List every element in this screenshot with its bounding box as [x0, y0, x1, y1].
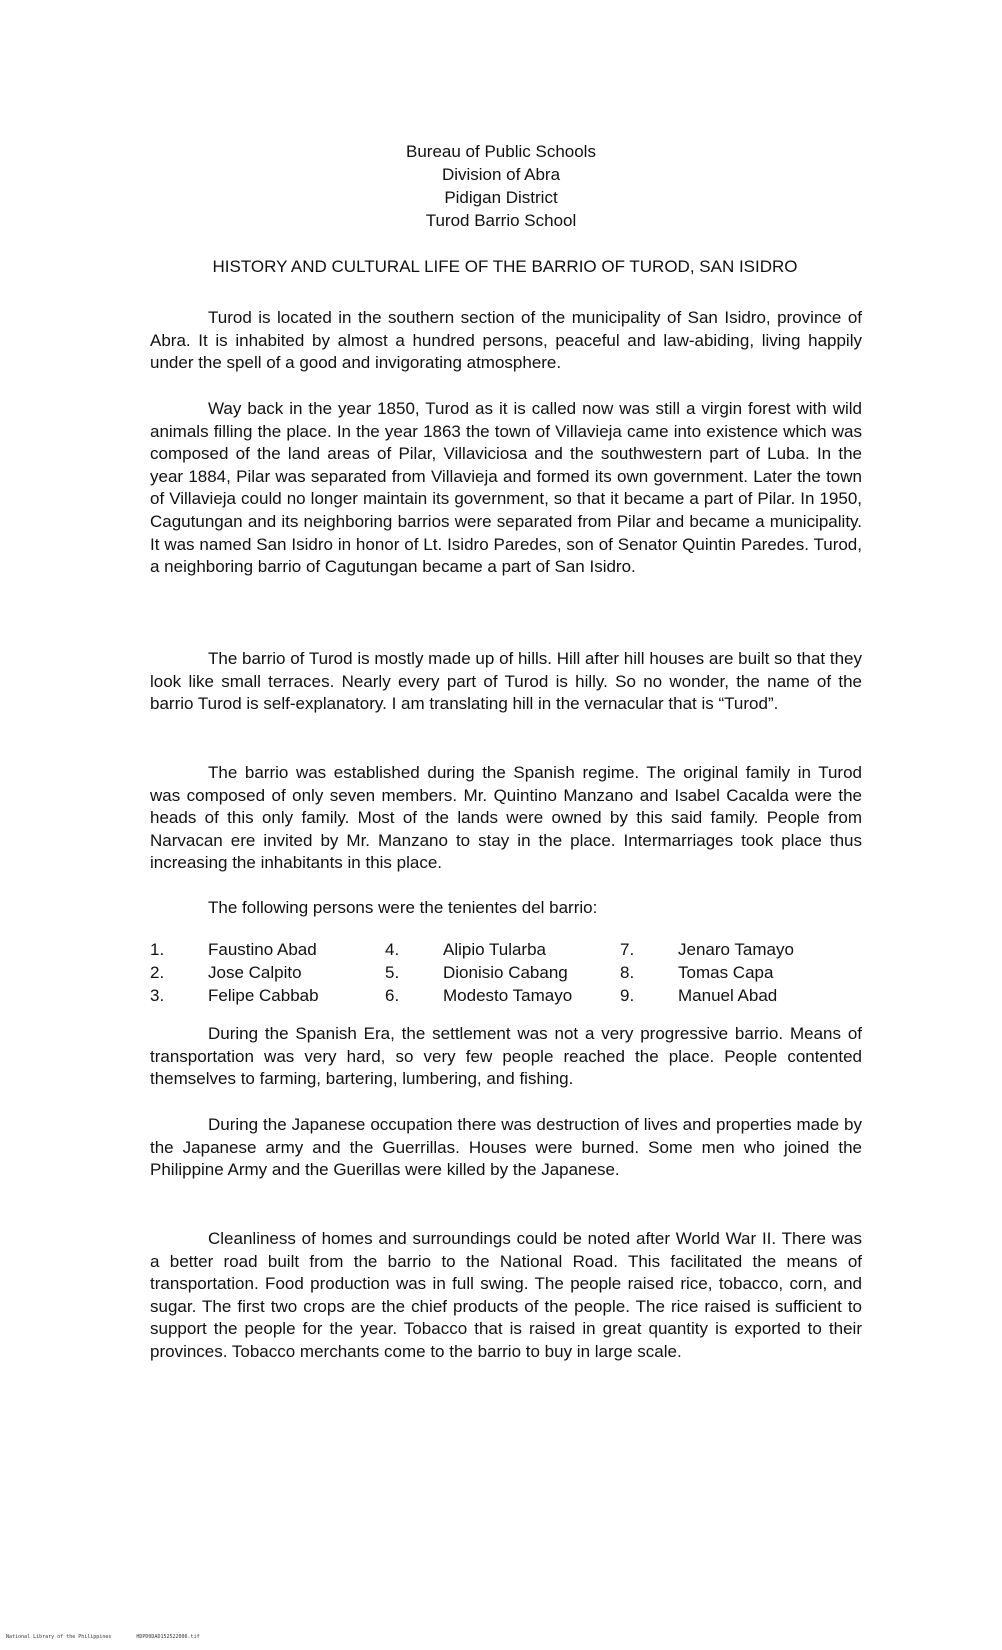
letterhead-school: Turod Barrio School [425, 211, 577, 230]
document-title: HISTORY AND CULTURAL LIFE OF THE BARRIO OF TUROD, SAN ISIDRO [212, 257, 798, 276]
teniente-number: 1. [150, 940, 165, 959]
tenientes-list [150, 938, 862, 1007]
teniente-name: Alipio Tularba [443, 940, 547, 959]
letterhead-bureau: Bureau of Public Schools [406, 142, 596, 161]
teniente-number: 6. [385, 986, 400, 1005]
paragraph-history: Way back in the year 1850, Turod as it is called now was still a virgin forest with wild animals filling the place. In the year 1863 the town of Villavieja came into existence which was composed of the land areas of Pilar, Villaviciosa and the southwestern part of Luba. In the year 1884, Pilar was separated from Villavieja and formed its own government. Later the town of Villavieja could no longer maintain its government, so that it became a part of Pilar. In 1950, Cagutungan and its neighboring barrios were separated from Pilar and became a municipality. It was named San Isidro in honor of Lt. Isidro Paredes, son of Senator Quintin Paredes. Turod, a neighboring barrio of Cagutungan became a part of San Isidro. [150, 399, 862, 577]
tenientes-intro: The following persons were the tenientes del barrio: [208, 898, 598, 917]
tenientes-row [150, 938, 862, 961]
letterhead-district: Pidigan District [444, 188, 558, 207]
teniente-name: Dionisio Cabang [443, 963, 568, 982]
letterhead-division: Division of Abra [441, 165, 561, 184]
teniente-name: Jose Calpito [208, 963, 302, 982]
paragraph-location: Turod is located in the southern section of the municipality of San Isidro, province of Abra. It is inhabited by almost a hundred persons, peaceful and law-abiding, living happily under the spell of a good and invigorating atmosphere. [150, 308, 862, 373]
teniente-number: 2. [150, 963, 165, 982]
teniente-number: 9. [620, 986, 635, 1005]
teniente-name: Faustino Abad [208, 940, 317, 959]
paragraph-japanese-occupation: During the Japanese occupation there was destruction of lives and properties made by the Japanese army and the Guerrillas. Houses were burned. Some men who joined the Philippine Army and the Guerillas were killed by the Japanese. [150, 1115, 862, 1180]
teniente-number: 3. [150, 986, 165, 1005]
tenientes-row [150, 961, 862, 984]
teniente-number: 5. [385, 963, 400, 982]
teniente-name: Manuel Abad [678, 986, 778, 1005]
footer-library: National Library of the Philippines [6, 1634, 112, 1640]
scan-footer [6, 1634, 222, 1640]
paragraph-establishment: The barrio was established during the Spanish regime. The original family in Turod was composed of only seven members. Mr. Quintino Manzano and Isabel Cacalda were the heads of this only family. Most of the lands were owned by this said family. People from Narvacan ere invited by Mr. Manzano to stay in the place. Intermarriages took place thus increasing the inhabitants in this place. [150, 763, 862, 873]
tenientes-row [150, 984, 862, 1007]
teniente-name: Jenaro Tamayo [678, 940, 794, 959]
teniente-name: Tomas Capa [678, 963, 774, 982]
paragraph-hills: The barrio of Turod is mostly made up of hills. Hill after hill houses are built so that they look like small terraces. Nearly every part of Turod is hilly. So no wonder, the name of the barrio Turod is self-explanatory. I am translating hill in the vernacular that is “Turod”. [150, 649, 862, 714]
paragraph-post-war: Cleanliness of homes and surroundings could be noted after World War II. There was a better road built from the barrio to the National Road. This facilitated the means of transportation. Food production was in full swing. The people raised rice, tobacco, corn, and sugar. The first two crops are the chief products of the people. The rice raised is sufficient to support the people for the year. Tobacco that is raised in great quantity is exported to their provinces. Tobacco merchants come to the barrio to buy in large scale. [150, 1229, 862, 1361]
paragraph-spanish-era: During the Spanish Era, the settlement was not a very progressive barrio. Means of transportation was very hard, so very few people reached the place. People contented themselves to farming, bartering, lumbering, and fishing. [150, 1024, 862, 1089]
teniente-number: 4. [385, 940, 400, 959]
footer-file-code: HDPD0DAD152522006.tif [136, 1634, 200, 1640]
teniente-number: 8. [620, 963, 635, 982]
teniente-number: 7. [620, 940, 635, 959]
letterhead [0, 140, 1002, 232]
teniente-name: Felipe Cabbab [208, 986, 319, 1005]
teniente-name: Modesto Tamayo [443, 986, 573, 1005]
